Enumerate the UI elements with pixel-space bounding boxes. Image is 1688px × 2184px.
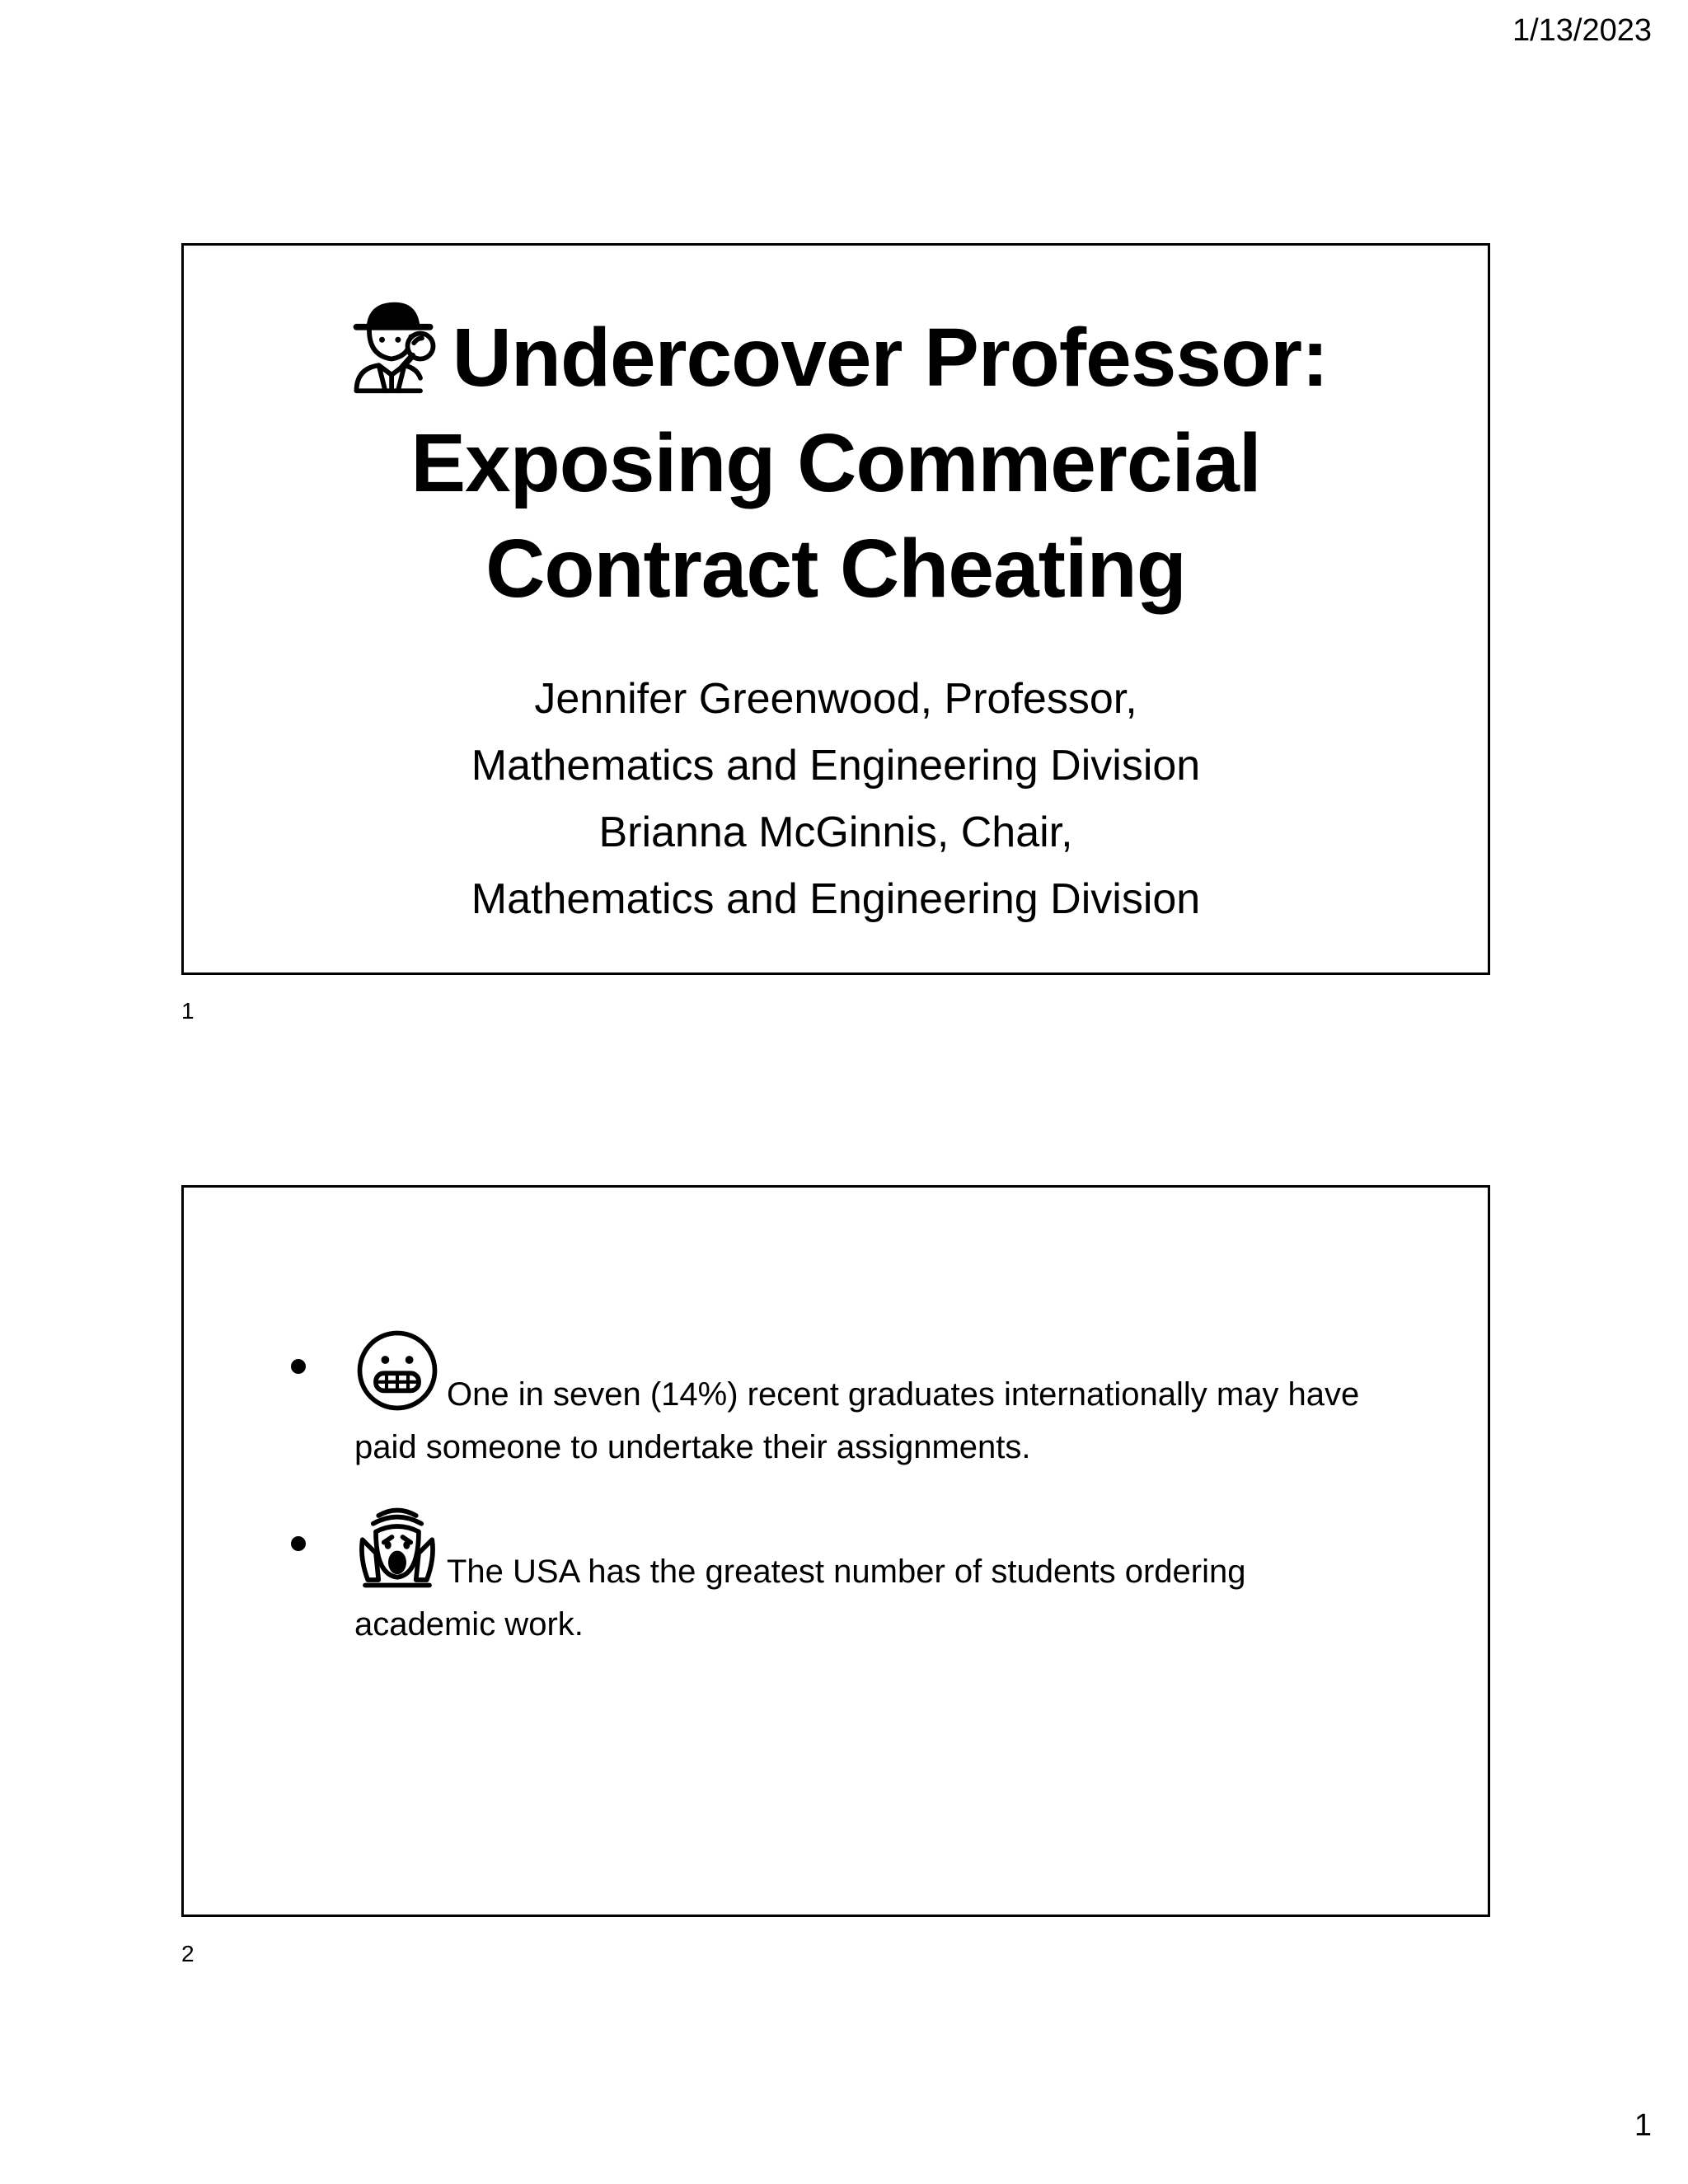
screaming-face-icon	[354, 1505, 440, 1591]
author-1-division: Mathematics and Engineering Division	[471, 742, 1201, 790]
header-date: 1/13/2023	[1512, 13, 1652, 48]
bullet-text: One in seven (14%) recent graduates internationally may have paid someone to undertake their assignments.	[354, 1376, 1360, 1465]
slide-1	[181, 243, 1490, 975]
title-text-1: Undercover Professor:	[452, 312, 1329, 404]
title-line-3: Contract Cheating	[485, 523, 1186, 615]
bullet-item	[184, 1505, 1488, 1651]
bullet-text: The USA has the greatest number of students ordering academic work.	[354, 1554, 1246, 1643]
bullet-dot	[291, 1359, 306, 1374]
title-line-2: Exposing Commercial	[410, 417, 1261, 509]
author-2-name: Brianna McGinnis, Chair,	[598, 808, 1073, 856]
grimacing-face-icon	[354, 1328, 440, 1413]
slide-title	[217, 295, 1455, 621]
slide-number: 2	[181, 1941, 195, 1966]
title-line-1	[217, 295, 1455, 410]
slide-number: 1	[181, 998, 195, 1024]
author-1-name: Jennifer Greenwood, Professor,	[534, 675, 1137, 723]
bullet-list	[184, 1328, 1488, 1682]
detective-icon	[344, 295, 446, 397]
page-number: 1	[1634, 2108, 1652, 2143]
slide-subtitle	[217, 666, 1455, 933]
bullet-item	[184, 1328, 1488, 1474]
author-2-division: Mathematics and Engineering Division	[471, 875, 1201, 923]
slide-2	[181, 1185, 1490, 1917]
bullet-dot	[291, 1536, 306, 1551]
